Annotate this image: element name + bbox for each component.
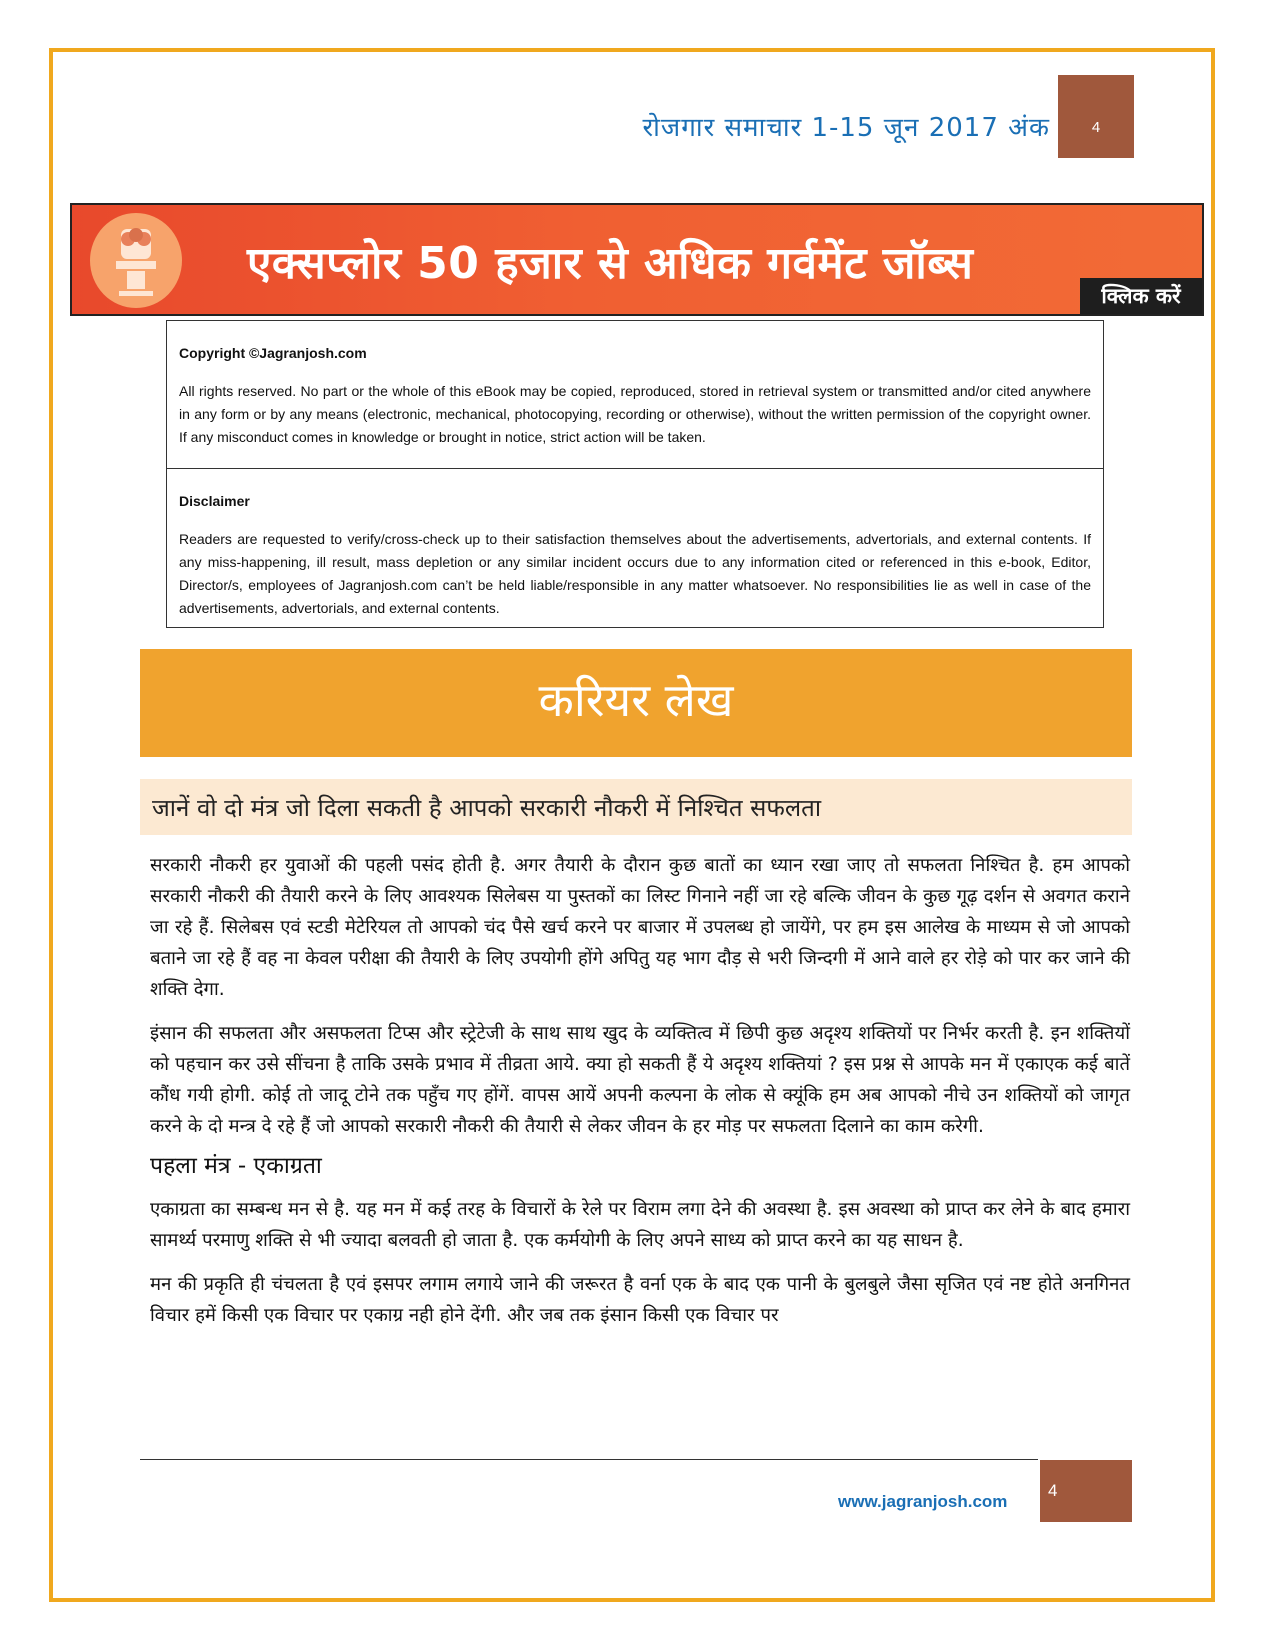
disclaimer-heading: Disclaimer xyxy=(179,493,250,509)
disclaimer-section xyxy=(167,469,1103,627)
article-paragraph-3: एकाग्रता का सम्बन्ध मन से है. यह मन में कई तरह के विचारों के रेले पर विराम लगा देने की अवस्था है. इस अवस्था को प्राप्त कर लेने के बाद हमारा सामर्थ्य परमाणु शक्ति से भी ज्यादा बलवती हो जाता है. एक कर्मयोगी के लिए अपने साध्य को प्राप्त करने का यह साधन है. xyxy=(150,1199,1130,1251)
national-emblem-icon xyxy=(90,213,182,308)
article-body xyxy=(150,850,1130,1344)
article-subheading: पहला मंत्र - एकाग्रता xyxy=(150,1153,322,1179)
section-title-bar xyxy=(140,649,1132,757)
header-title: रोजगार समाचार 1-15 जून 2017 अंक xyxy=(642,113,1050,143)
section-title: करियर लेख xyxy=(538,673,734,727)
copyright-text: All rights reserved. No part or the whole of this eBook may be copied, reproduced, stored in retrieval system or transmitted and/or cited anywhere in any form or by any means (electronic, mechanical, photocopying, recording or otherwise), without the written permission of the copyright owner. If any misconduct comes in knowledge or brought in notice, strict action will be taken. xyxy=(179,383,1091,445)
jobs-banner[interactable] xyxy=(70,203,1204,316)
copyright-section xyxy=(167,321,1103,469)
copyright-heading: Copyright ©Jagranjosh.com xyxy=(179,345,367,361)
copyright-disclaimer-box xyxy=(166,320,1104,628)
article-headline: जानें वो दो मंत्र जो दिला सकती है आपको सरकारी नौकरी में निश्चित सफलता xyxy=(140,779,1132,835)
disclaimer-text: Readers are requested to verify/cross-check up to their satisfaction themselves about the advertisements, advertorials, and external contents. If any miss-happening, ill result, mass depletion or any similar incident occurs due to any information cited or referenced in this e-book, Editor, Director/s, employees of Jagranjosh.com can’t be held liable/responsible in any matter whatsoever. No responsibilities lie as well in case of the advertisements, advertorials, and external contents. xyxy=(179,531,1091,616)
article-paragraph-1: सरकारी नौकरी हर युवाओं की पहली पसंद होती है. अगर तैयारी के दौरान कुछ बातों का ध्यान रखा जाए तो सफलता निश्चित है. हम आपको सरकारी नौकरी की तैयारी करने के लिए आवश्यक सिलेबस या पुस्तकों का लिस्ट गिनाने नहीं जा रहे बल्कि जीवन के कुछ गूढ़ दर्शन से अवगत कराने जा रहे हैं. सिलेबस एवं स्टडी मेटेरियल तो आपको चंद पैसे खर्च करने पर बाजार में उपलब्ध हो जायेंगे, पर हम इस आलेख के माध्यम से जो आपको बताने जा रहे हैं वह ना केवल परीक्षा की तैयारी के लिए उपयोगी होंगे अपितु यह भाग दौड़ से भरी जिन्दगी में आने वाले हर रोड़े को पार कर जाने की शक्ति देगा. xyxy=(150,855,1130,1000)
click-here-button[interactable]: क्लिक करें xyxy=(1080,278,1202,314)
header-page-number: 4 xyxy=(1058,75,1134,158)
article-paragraph-4: मन की प्रकृति ही चंचलता है एवं इसपर लगाम लगाये जाने की जरूरत है वर्ना एक के बाद एक पानी के बुलबुले जैसा सृजित एवं नष्ट होते अनगिनत विचार हमें किसी एक विचार पर एकाग्र नही होने देंगी. और जब तक इंसान किसी एक विचार पर xyxy=(150,1274,1130,1326)
banner-headline: एक्सप्लोर 50 हजार से अधिक गर्वमेंट जॉब्स xyxy=(247,238,974,289)
footer-divider xyxy=(140,1459,1038,1460)
footer-url-link[interactable]: www.jagranjosh.com xyxy=(838,1492,1008,1511)
article-paragraph-2: इंसान की सफलता और असफलता टिप्स और स्ट्रेटेजी के साथ साथ खुद के व्यक्तित्व में छिपी कुछ अदृश्य शक्तियों पर निर्भर करती है. इन शक्तियों को पहचान कर उसे सींचना है ताकि उसके प्रभाव में तीव्रता आये. क्या हो सकती हैं ये अदृश्य शक्तियां ? इस प्रश्न से आपके मन में एकाएक कई बातें कौंध गयी होगी. कोई तो जादू टोने तक पहुँच गए होंगें. वापस आयें अपनी कल्पना के लोक से क्यूंकि हम अब आपको नीचे उन शक्तियों को जागृत करने के दो मन्त्र दे रहे हैं जो आपको सरकारी नौकरी की तैयारी से लेकर जीवन के हर मोड़ पर सफलता दिलाने का काम करेगी. xyxy=(150,1023,1130,1137)
footer-page-number: 4 xyxy=(1040,1460,1132,1522)
